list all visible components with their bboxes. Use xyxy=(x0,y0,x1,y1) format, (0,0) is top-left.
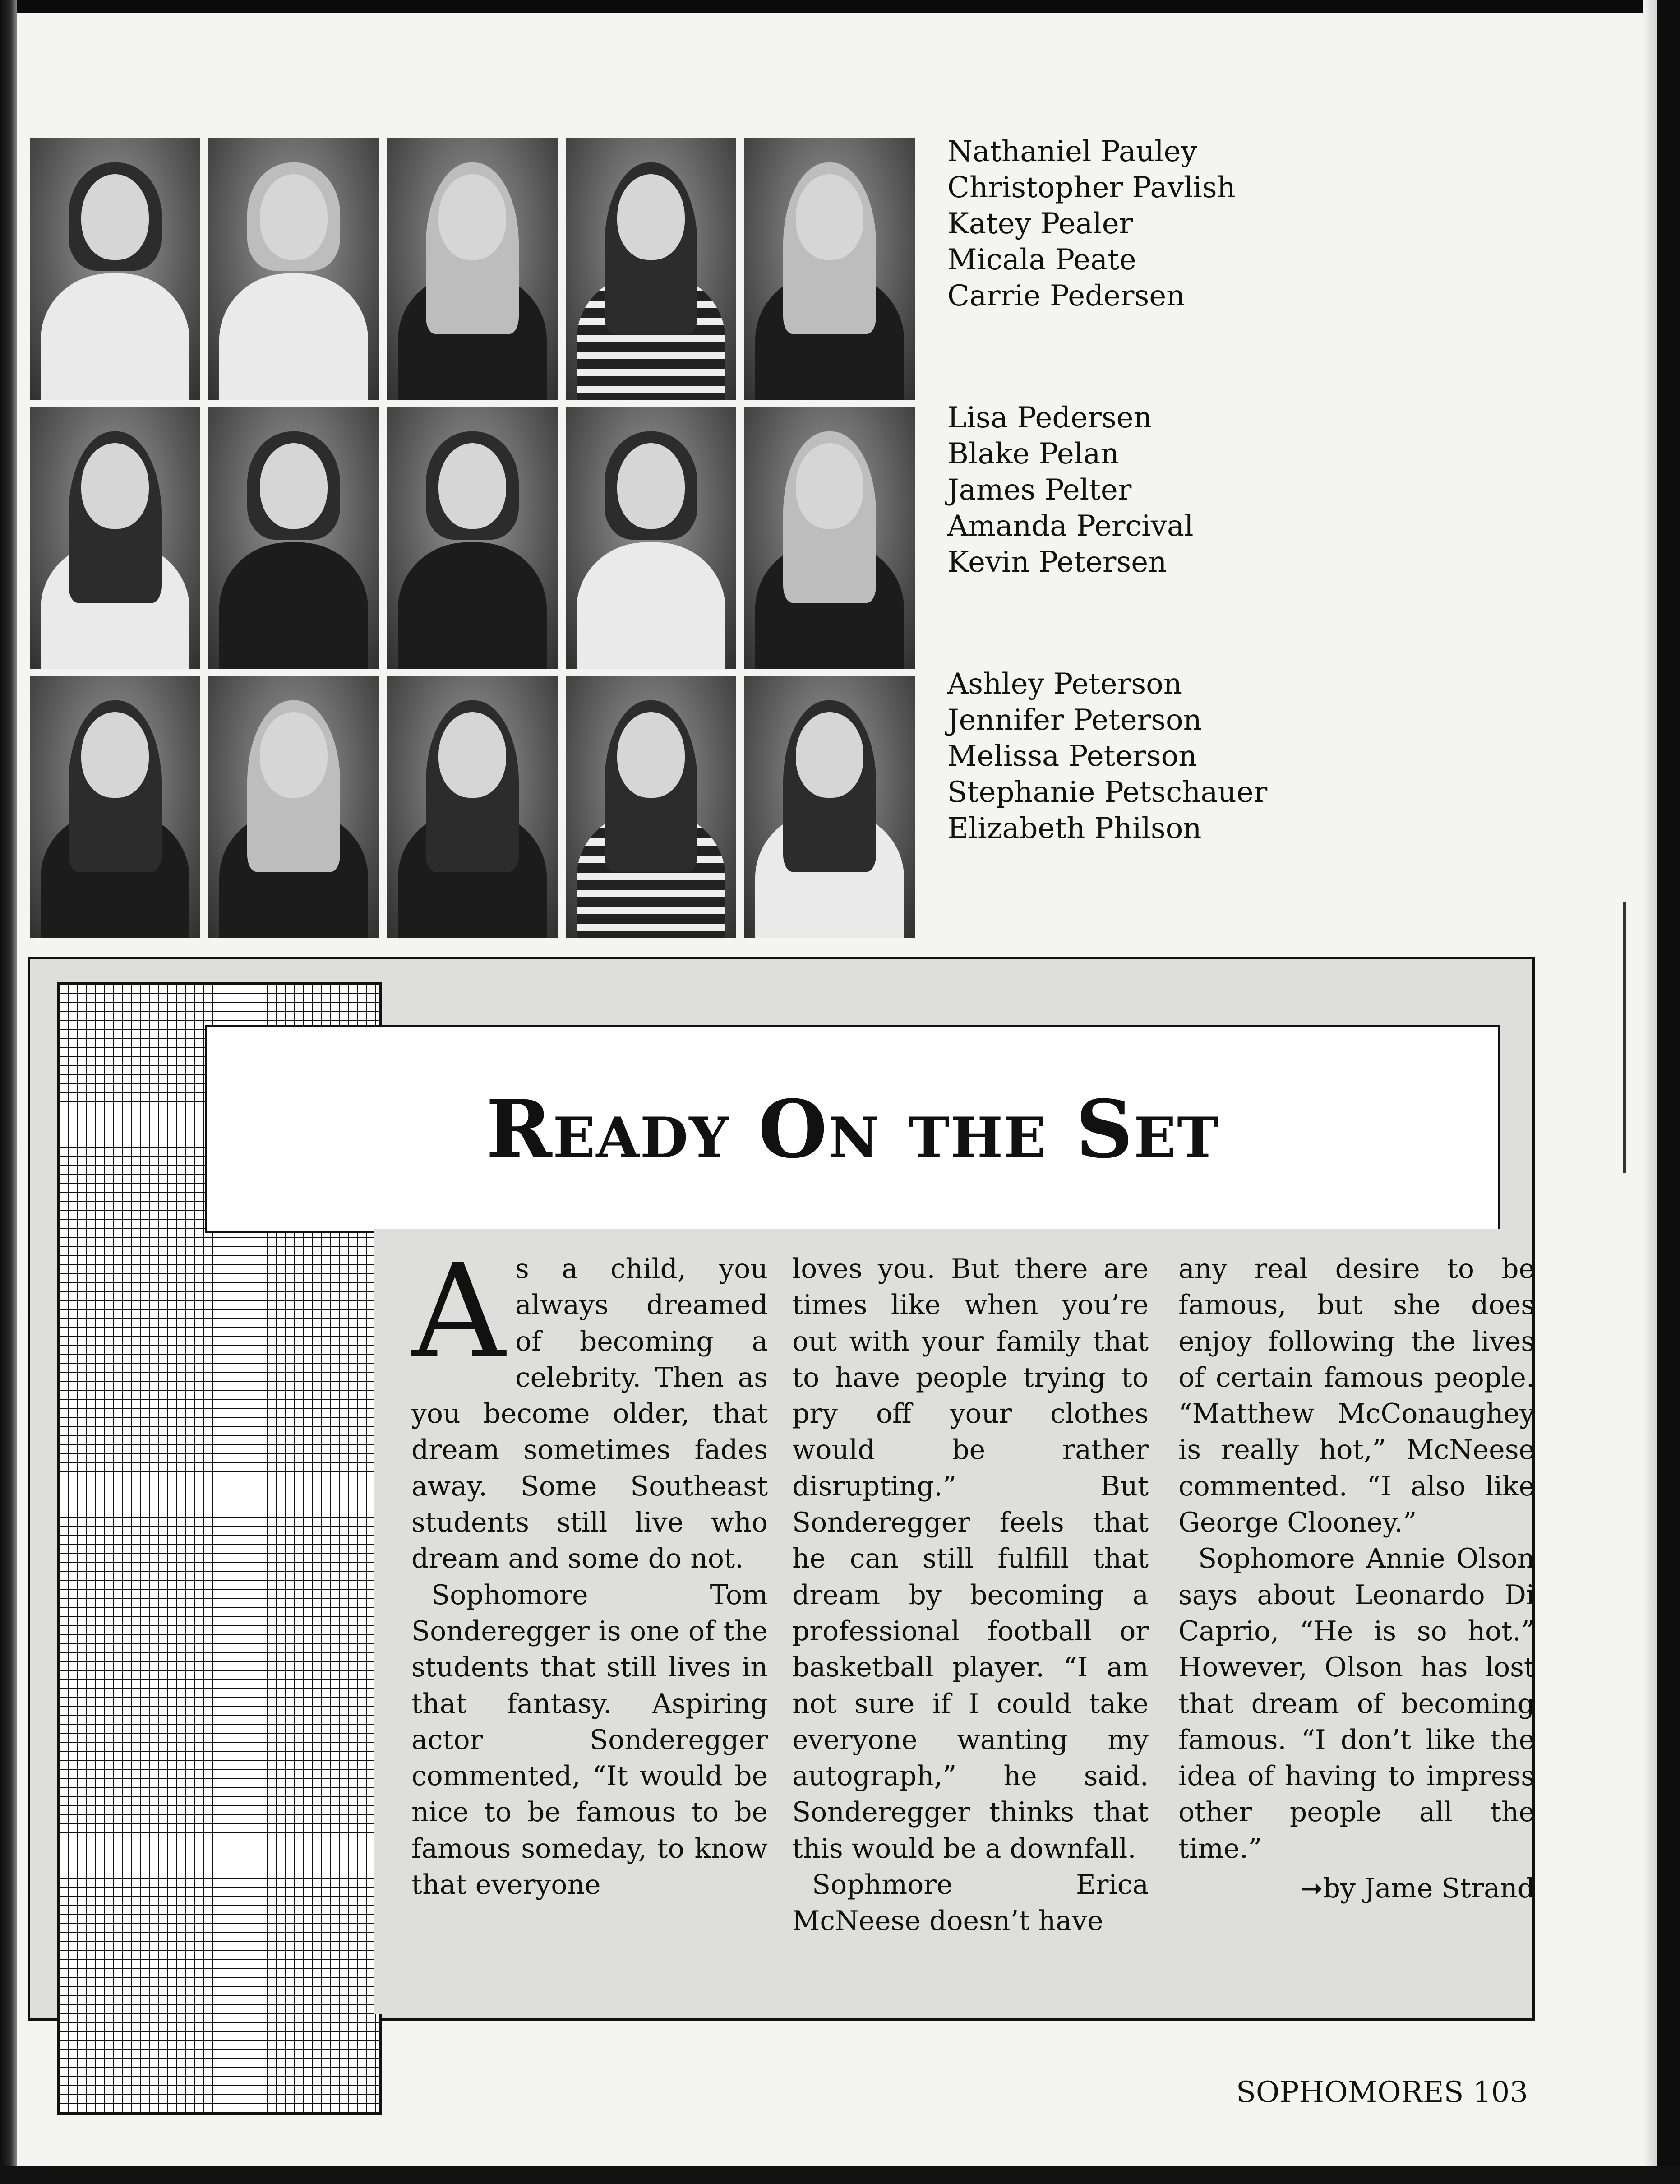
name-list-row-2 xyxy=(947,400,1194,580)
portrait-grid xyxy=(30,138,914,944)
article-paragraph: Sophomore Annie Olson says about Leonardo Di Caprio, “He is so hot.” However, Olson has lost that dream of becoming famous. “I don’t like the idea of having to impress other people all the time.” xyxy=(1178,1543,1535,1865)
portrait-photo xyxy=(744,138,915,400)
student-name: Elizabeth Philson xyxy=(947,812,1202,845)
scan-border-top xyxy=(0,0,1680,13)
portrait-photo xyxy=(387,407,558,669)
scan-border-left xyxy=(0,0,17,2184)
article-paragraph: Sophomore Tom Sonderegger is one of the students that still lives in that fantasy. Aspiring actor Sonderegger commented, “It would be nice to be famous to be famous someday, to know that everyone xyxy=(411,1579,768,1901)
student-name: Stephanie Petschauer xyxy=(947,776,1268,809)
portrait-photo xyxy=(744,676,915,938)
portrait-photo xyxy=(566,676,736,938)
student-name: Katey Pealer xyxy=(947,207,1133,241)
portrait-photo xyxy=(387,676,558,938)
portrait-photo xyxy=(208,407,379,669)
portrait-photo xyxy=(208,676,379,938)
student-name: Micala Peate xyxy=(947,243,1136,277)
page-edge-mark xyxy=(1623,902,1626,1173)
portrait-photo xyxy=(387,138,558,400)
article-paragraph: any real desire to be famous, but she does enjoy following the lives of certain famous people. “Matthew McConaughey is really hot,” McNeese commented. “I also like George Clooney.” xyxy=(1178,1253,1535,1539)
article-column-1 xyxy=(411,1236,768,1903)
headline-box xyxy=(205,1025,1500,1233)
student-name: Melissa Peterson xyxy=(947,740,1197,773)
article-paragraph: s a child, you always dreamed of becoming a celebrity. Then as you become older, that dream sometimes fades away. Some Southeast students still live who dream and some do not. xyxy=(411,1253,768,1575)
name-list-row-1 xyxy=(947,134,1236,314)
portrait-photo xyxy=(566,138,736,400)
student-name: Blake Pelan xyxy=(947,437,1119,471)
student-name: Kevin Petersen xyxy=(947,546,1167,579)
portrait-photo xyxy=(30,138,200,400)
portrait-photo xyxy=(30,407,200,669)
page-folio: SOPHOMORES 103 xyxy=(1236,2076,1528,2109)
student-name: Ashley Peterson xyxy=(947,667,1182,701)
article-column-2 xyxy=(792,1251,1149,1939)
article-column-3 xyxy=(1178,1251,1535,1906)
drop-cap: A xyxy=(411,1236,505,1387)
name-list-row-3 xyxy=(947,666,1267,847)
student-name: Carrie Pedersen xyxy=(947,279,1185,313)
feature-headline: Ready On the Set xyxy=(486,1082,1219,1176)
portrait-photo xyxy=(30,676,200,938)
student-name: Amanda Percival xyxy=(947,509,1194,543)
article-paragraph: Sophmore Erica McNeese doesn’t have xyxy=(792,1869,1149,1937)
student-name: Jennifer Peterson xyxy=(947,703,1202,737)
portrait-photo xyxy=(208,138,379,400)
scan-border-bottom xyxy=(0,2166,1680,2184)
page-edge-shadow xyxy=(1643,0,1657,2184)
student-name: Lisa Pedersen xyxy=(947,401,1152,435)
portrait-photo xyxy=(744,407,915,669)
article-paragraph: loves you. But there are times like when you’re out with your family that to have people trying to pry off your clothes would be rather disrupting.” But Sonderegger feels that he can still fulfill that dream by becoming a professional football or basketball player. “I am not sure if I could take everyone wanting my autograph,” he said. Sonderegger thinks that this would be a downfall. xyxy=(792,1253,1149,1865)
student-name: Christopher Pavlish xyxy=(947,171,1236,204)
student-name: Nathaniel Pauley xyxy=(947,135,1197,168)
scan-border-right xyxy=(1657,0,1680,2184)
article-byline: ➞by Jame Strand xyxy=(1300,1873,1535,1905)
portrait-photo xyxy=(566,407,736,669)
student-name: James Pelter xyxy=(947,473,1132,507)
